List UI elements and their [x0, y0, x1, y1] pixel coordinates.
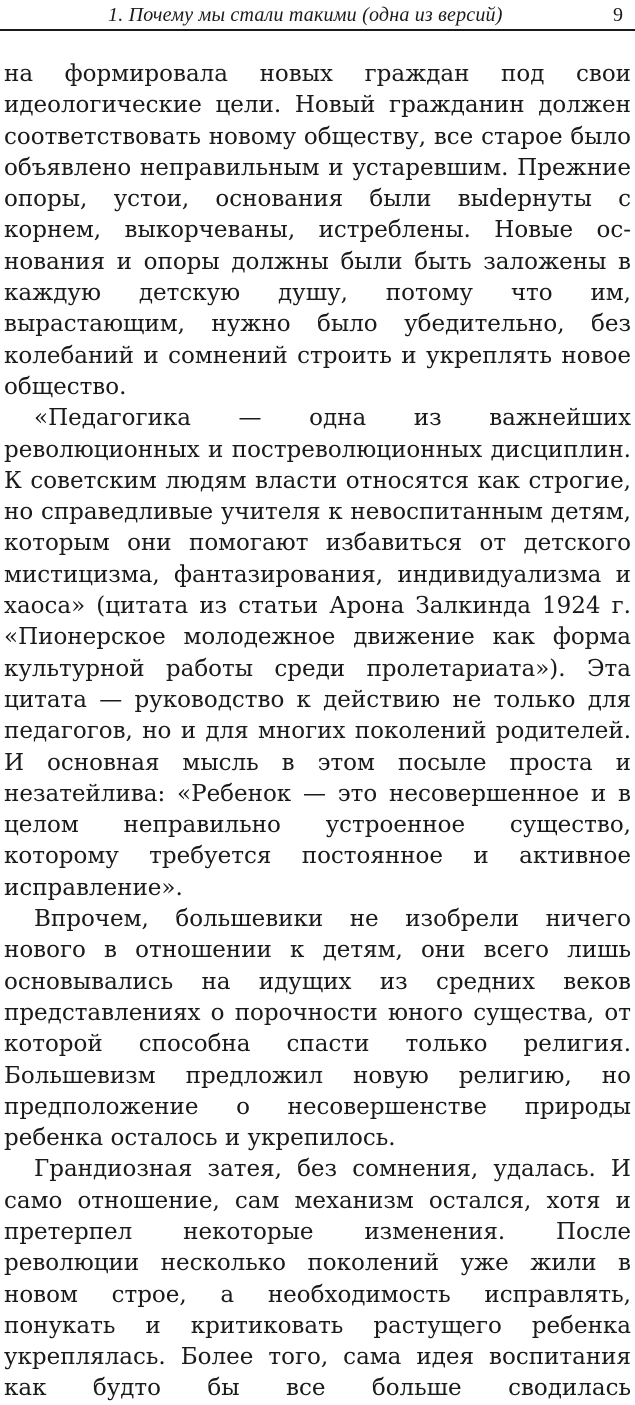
page-number: 9: [613, 4, 623, 26]
running-title: 1. Почему мы стали такими (одна из версий): [108, 4, 503, 26]
page-header: [0, 2, 635, 30]
paragraph-4: Грандиозная затея, без сомнения, удалась. И само отношение, сам механизм остался, хотя и претерпел некоторые изменения. После революции несколько поколений уже жили в новом строе, а необходимость исправлять, понукать и критиковать растущего ребенка укреплялась. Более того, сама идея воспитания как будто бы все больше сводилась: [4, 1156, 631, 1402]
page-body: [4, 59, 631, 1405]
header-divider: [0, 29, 635, 31]
paragraph-2: «Педагогика — одна из важнейших революционных и постреволюционных дисциплин. К советским людям власти относятся как строгие, но справедливые учителя к невоспитанным детям, которым они помогают избавиться от детского мистицизма, фантазирования, индивидуализма и хаоса» (цитата из статьи Арона Залкинда 1924 г. «Пионерское молодежное движение как форма культурной работы среди пролетариата»). Эта цитата — руководство к действию не только для педагогов, но и для многих поколений родителей. И основная мысль в этом посыле проста и незатейлива: «Ребенок — это несовершенное и в целом неправильно устроенное существо, которому требуется постоянное и активное исправление».: [4, 405, 631, 901]
paragraph-3: Впрочем, большевики не изобрели ничего нового в отношении к детям, они всего лишь основывались на идущих из средних веков представлениях о порочности юного существа, от которой способна спасти только религия. Большевизм предложил новую религию, но предположение о несовершенстве природы ребенка осталось и укрепилось.: [4, 906, 631, 1152]
paragraph-1: на формировала новых граждан под свои идеологические цели. Новый гражданин должен соответствовать новому обществу, все старое было объявлено неправильным и устаревшим. Прежние опоры, устои, основания были выdернуты с корнем, выкорчеваны, истреблены. Новые основания и опоры должны были быть заложены в каждую детскую душу, потому что им, вырастающим, нужно было убедительно, без колебаний и сомнений строить и укреплять новое общество.: [4, 61, 631, 400]
